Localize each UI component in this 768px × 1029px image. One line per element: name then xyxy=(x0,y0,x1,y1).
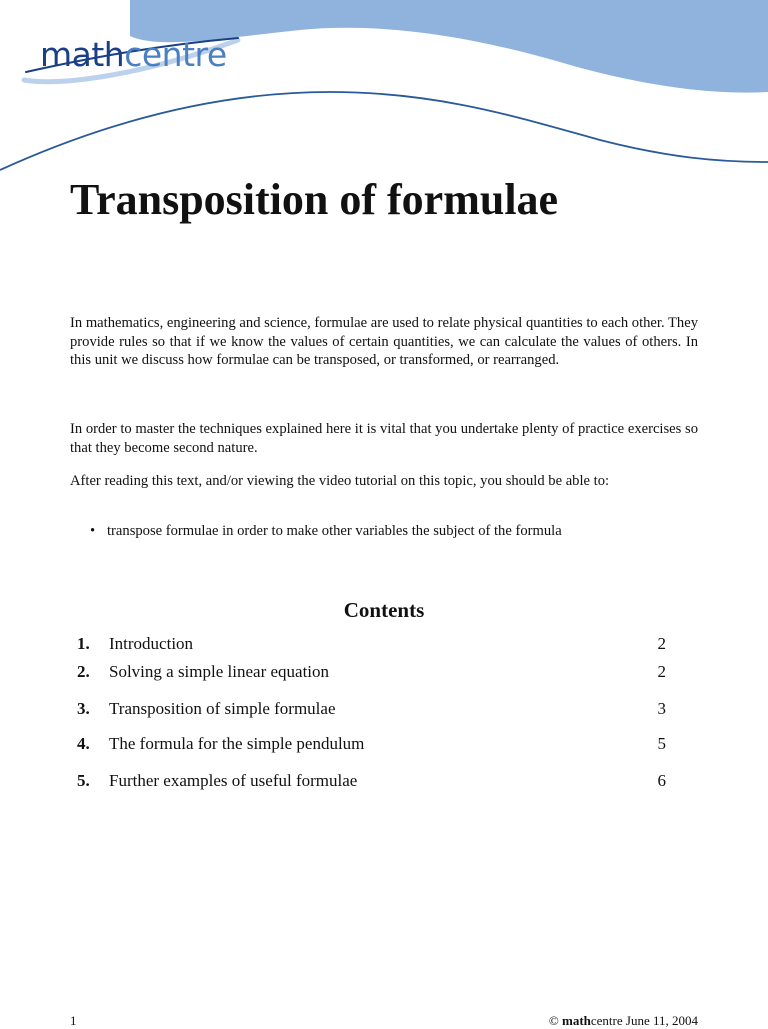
toc-page: 2 xyxy=(657,634,666,653)
toc-item[interactable] xyxy=(70,697,666,721)
toc-item[interactable] xyxy=(70,660,666,684)
toc-item[interactable] xyxy=(70,632,666,656)
logo-math-text: math xyxy=(40,35,125,74)
toc-page: 3 xyxy=(657,699,666,718)
objectives-list xyxy=(90,522,562,541)
toc-page: 5 xyxy=(657,734,666,753)
toc-label: Further examples of useful formulae xyxy=(109,771,358,790)
toc-label: Solving a simple linear equation xyxy=(109,662,330,681)
toc-number: 4. xyxy=(77,734,90,753)
page-header xyxy=(0,0,768,175)
toc-item[interactable] xyxy=(70,769,666,793)
toc-number: 3. xyxy=(77,699,90,718)
intro-paragraph: In mathematics, engineering and science, formulae are used to relate physical quantities to each other. They provide rules so that if we know the values of certain quantities, we can calculate the values of others. In this unit we discuss how formulae can be transposed, or transformed, or rearranged. xyxy=(70,315,698,368)
mathcentre-logo xyxy=(40,35,227,74)
toc-page: 2 xyxy=(657,662,666,681)
toc-number: 5. xyxy=(77,771,90,790)
footer-page-number: 1 xyxy=(70,1013,77,1028)
toc-number: 2. xyxy=(77,662,90,681)
footer-date: June 11, 2004 xyxy=(625,1013,698,1028)
contents-heading: Contents xyxy=(343,598,425,622)
page-title: Transposition of formulae xyxy=(70,175,559,224)
footer-brand-centre: centre xyxy=(590,1013,623,1028)
toc-label: Transposition of simple formulae xyxy=(109,699,336,718)
toc-label: Introduction xyxy=(109,634,194,653)
footer-brand-math: math xyxy=(561,1013,591,1028)
practice-paragraph: In order to master the techniques explained here it is vital that you undertake plenty of practice exercises so that they become second nature. xyxy=(70,421,698,456)
header-curve xyxy=(0,92,768,170)
after-reading-paragraph: After reading this text, and/or viewing the video tutorial on this topic, you should be able to: xyxy=(70,473,610,489)
objective-item: • transpose formulae in order to make other variables the subject of the formula xyxy=(90,522,562,541)
logo-centre-text: centre xyxy=(124,35,227,74)
toc-item[interactable] xyxy=(70,732,666,756)
toc-label: The formula for the simple pendulum xyxy=(109,734,365,753)
header-wave-decoration xyxy=(0,0,768,175)
copyright-symbol: © xyxy=(548,1013,559,1028)
toc-number: 1. xyxy=(77,634,90,653)
footer-copyright xyxy=(549,1013,698,1029)
toc-page: 6 xyxy=(657,771,666,790)
